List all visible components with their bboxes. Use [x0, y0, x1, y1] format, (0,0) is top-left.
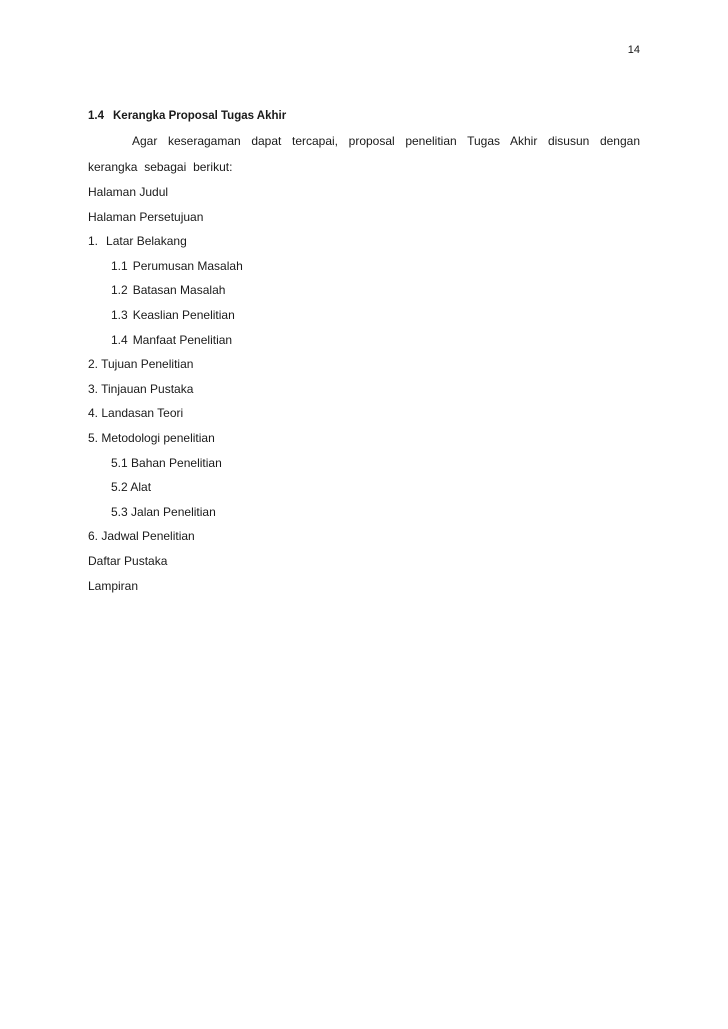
outline-item-5-3: 5.3 Jalan Penelitian: [111, 504, 216, 519]
outline-item-1-1: [88, 254, 640, 279]
outline-item-1-2: [88, 278, 640, 303]
outline-item-1-4-label: Manfaat Penelitian: [132, 332, 233, 347]
outline-item-6: 6. Jadwal Penelitian: [88, 529, 195, 544]
outline-item-1-4-number: 1.4: [111, 332, 128, 347]
outline-item-5: 5. Metodologi penelitian: [88, 430, 215, 445]
outline-lampiran: Lampiran: [88, 578, 139, 593]
outline-item-5-2: 5.2 Alat: [111, 480, 152, 495]
page-content: [88, 104, 640, 598]
outline-item-1-1-label: Perumusan Masalah: [132, 258, 243, 273]
outline-item-1-3-number: 1.3: [111, 307, 128, 322]
intro-text: Agar keseragaman dapat tercapai, proposal penelitian Tugas Akhir disusun dengan kerangka sebagai berikut:: [88, 134, 640, 174]
section-title: Kerangka Proposal Tugas Akhir: [113, 110, 287, 122]
outline-item-1-3-label: Keaslian Penelitian: [132, 307, 235, 322]
outline-item-5-1: 5.1 Bahan Penelitian: [111, 455, 222, 470]
intro-paragraph: [88, 128, 640, 180]
outline-item-1-4: [88, 328, 640, 353]
outline-item-1-1-number: 1.1: [111, 258, 128, 273]
outline-item-1-2-label: Batasan Masalah: [132, 283, 226, 298]
section-number: 1.4: [88, 110, 104, 122]
outline-item-3: 3. Tinjauan Pustaka: [88, 381, 194, 396]
outline-item-4: 4. Landasan Teori: [88, 406, 184, 421]
outline-item-1-label: Latar Belakang: [106, 234, 187, 249]
outline-item-1-2-number: 1.2: [111, 283, 128, 298]
outline-halaman-persetujuan: Halaman Persetujuan: [88, 209, 204, 224]
outline-item-1-3: [88, 303, 640, 328]
outline-halaman-judul: Halaman Judul: [88, 185, 169, 199]
page-number: 14: [627, 44, 640, 56]
outline-item-1: [88, 229, 640, 254]
outline-daftar-pustaka: Daftar Pustaka: [88, 553, 168, 568]
section-heading: [88, 104, 640, 128]
outline-item-2: 2. Tujuan Penelitian: [88, 357, 194, 372]
outline-item-1-number: 1.: [88, 234, 99, 249]
